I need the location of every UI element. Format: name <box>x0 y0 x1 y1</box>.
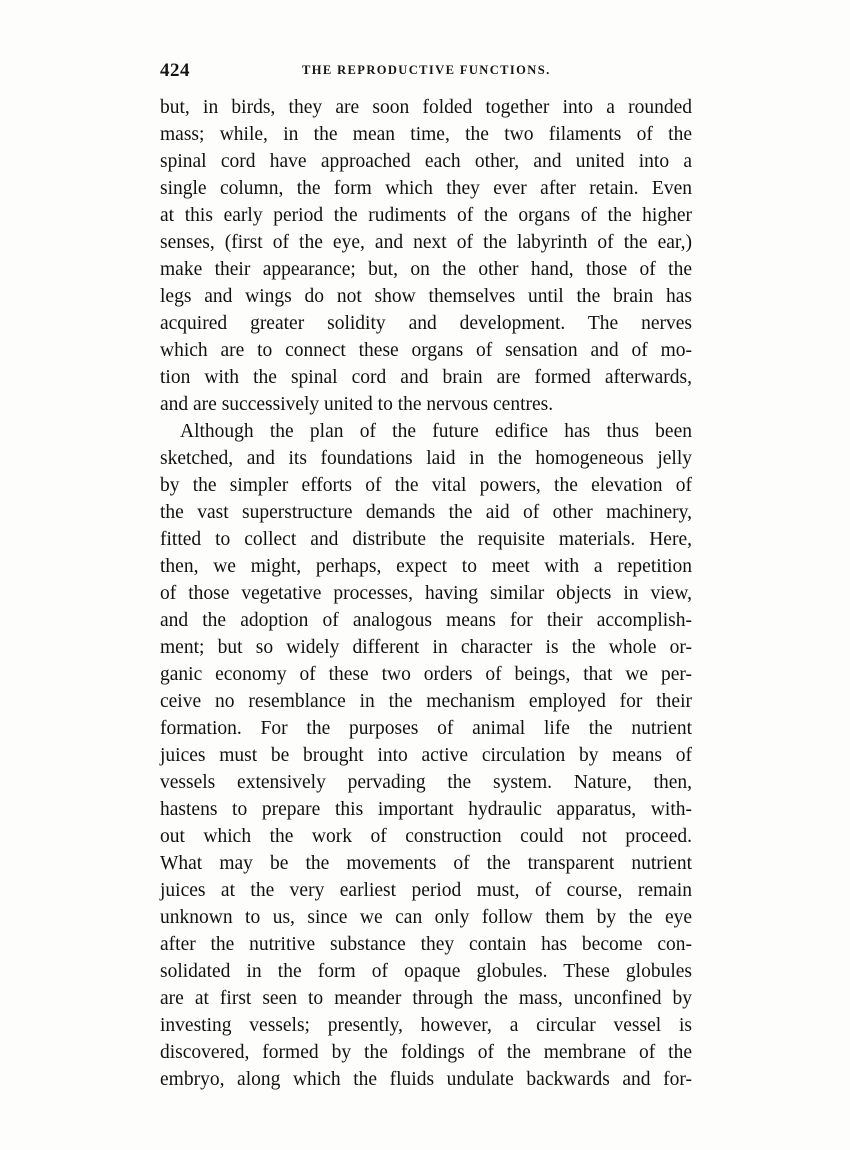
text-line: formation. For the purposes of animal life the nutrient <box>160 718 692 739</box>
text-line: embryo, along which the fluids undulate backwards and for- <box>160 1069 692 1090</box>
text-line: juices at the very earliest period must, of course, remain <box>160 880 692 901</box>
text-line: sketched, and its foundations laid in the homogeneous jelly <box>160 448 692 469</box>
text-line: investing vessels; presently, however, a circular vessel is <box>160 1015 692 1036</box>
text-line: at this early period the rudiments of the organs of the higher <box>160 205 692 226</box>
text-line: solidated in the form of opaque globules. These globules <box>160 961 692 982</box>
running-head: THE REPRODUCTIVE FUNCTIONS. <box>302 63 551 77</box>
text-line: but, in birds, they are soon folded together into a rounded <box>160 97 692 118</box>
text-line: vessels extensively pervading the system. Nature, then, <box>160 772 692 793</box>
paragraph-end-line: and are successively united to the nervous centres. <box>160 394 554 415</box>
text-line: spinal cord have approached each other, and united into a <box>160 151 692 172</box>
text-line: senses, (first of the eye, and next of the labyrinth of the ear,) <box>160 232 692 253</box>
body-text <box>160 94 692 1093</box>
text-line: legs and wings do not show themselves until the brain has <box>160 286 692 307</box>
text-line: by the simpler efforts of the vital powers, the elevation of <box>160 475 692 496</box>
text-line: are at first seen to meander through the mass, unconfined by <box>160 988 692 1009</box>
text-line: ment; but so widely different in character is the whole or- <box>160 637 692 658</box>
text-line: ceive no resemblance in the mechanism employed for their <box>160 691 692 712</box>
text-line: hastens to prepare this important hydraulic apparatus, with- <box>160 799 692 820</box>
page-header <box>160 60 692 86</box>
text-line: tion with the spinal cord and brain are formed afterwards, <box>160 367 692 388</box>
text-line: acquired greater solidity and development. The nerves <box>160 313 692 334</box>
text-line: fitted to collect and distribute the requisite materials. Here, <box>160 529 692 550</box>
text-line: juices must be brought into active circulation by means of <box>160 745 692 766</box>
text-line: out which the work of construction could not proceed. <box>160 826 692 847</box>
text-line: which are to connect these organs of sensation and of mo- <box>160 340 692 361</box>
text-line: after the nutritive substance they contain has become con- <box>160 934 692 955</box>
paragraph-start-line: Although the plan of the future edifice has thus been <box>180 421 692 442</box>
text-line: What may be the movements of the transparent nutrient <box>160 853 692 874</box>
text-line: unknown to us, since we can only follow them by the eye <box>160 907 692 928</box>
text-line: make their appearance; but, on the other hand, those of the <box>160 259 692 280</box>
text-line: ganic economy of these two orders of beings, that we per- <box>160 664 692 685</box>
text-line: mass; while, in the mean time, the two filaments of the <box>160 124 692 145</box>
text-line: then, we might, perhaps, expect to meet with a repetition <box>160 556 692 577</box>
text-line: the vast superstructure demands the aid of other machinery, <box>160 502 692 523</box>
text-line: of those vegetative processes, having similar objects in view, <box>160 583 692 604</box>
text-line: and the adoption of analogous means for their accomplish- <box>160 610 692 631</box>
page-number: 424 <box>160 60 190 81</box>
text-line: single column, the form which they ever after retain. Even <box>160 178 692 199</box>
text-line: discovered, formed by the foldings of the membrane of the <box>160 1042 692 1063</box>
